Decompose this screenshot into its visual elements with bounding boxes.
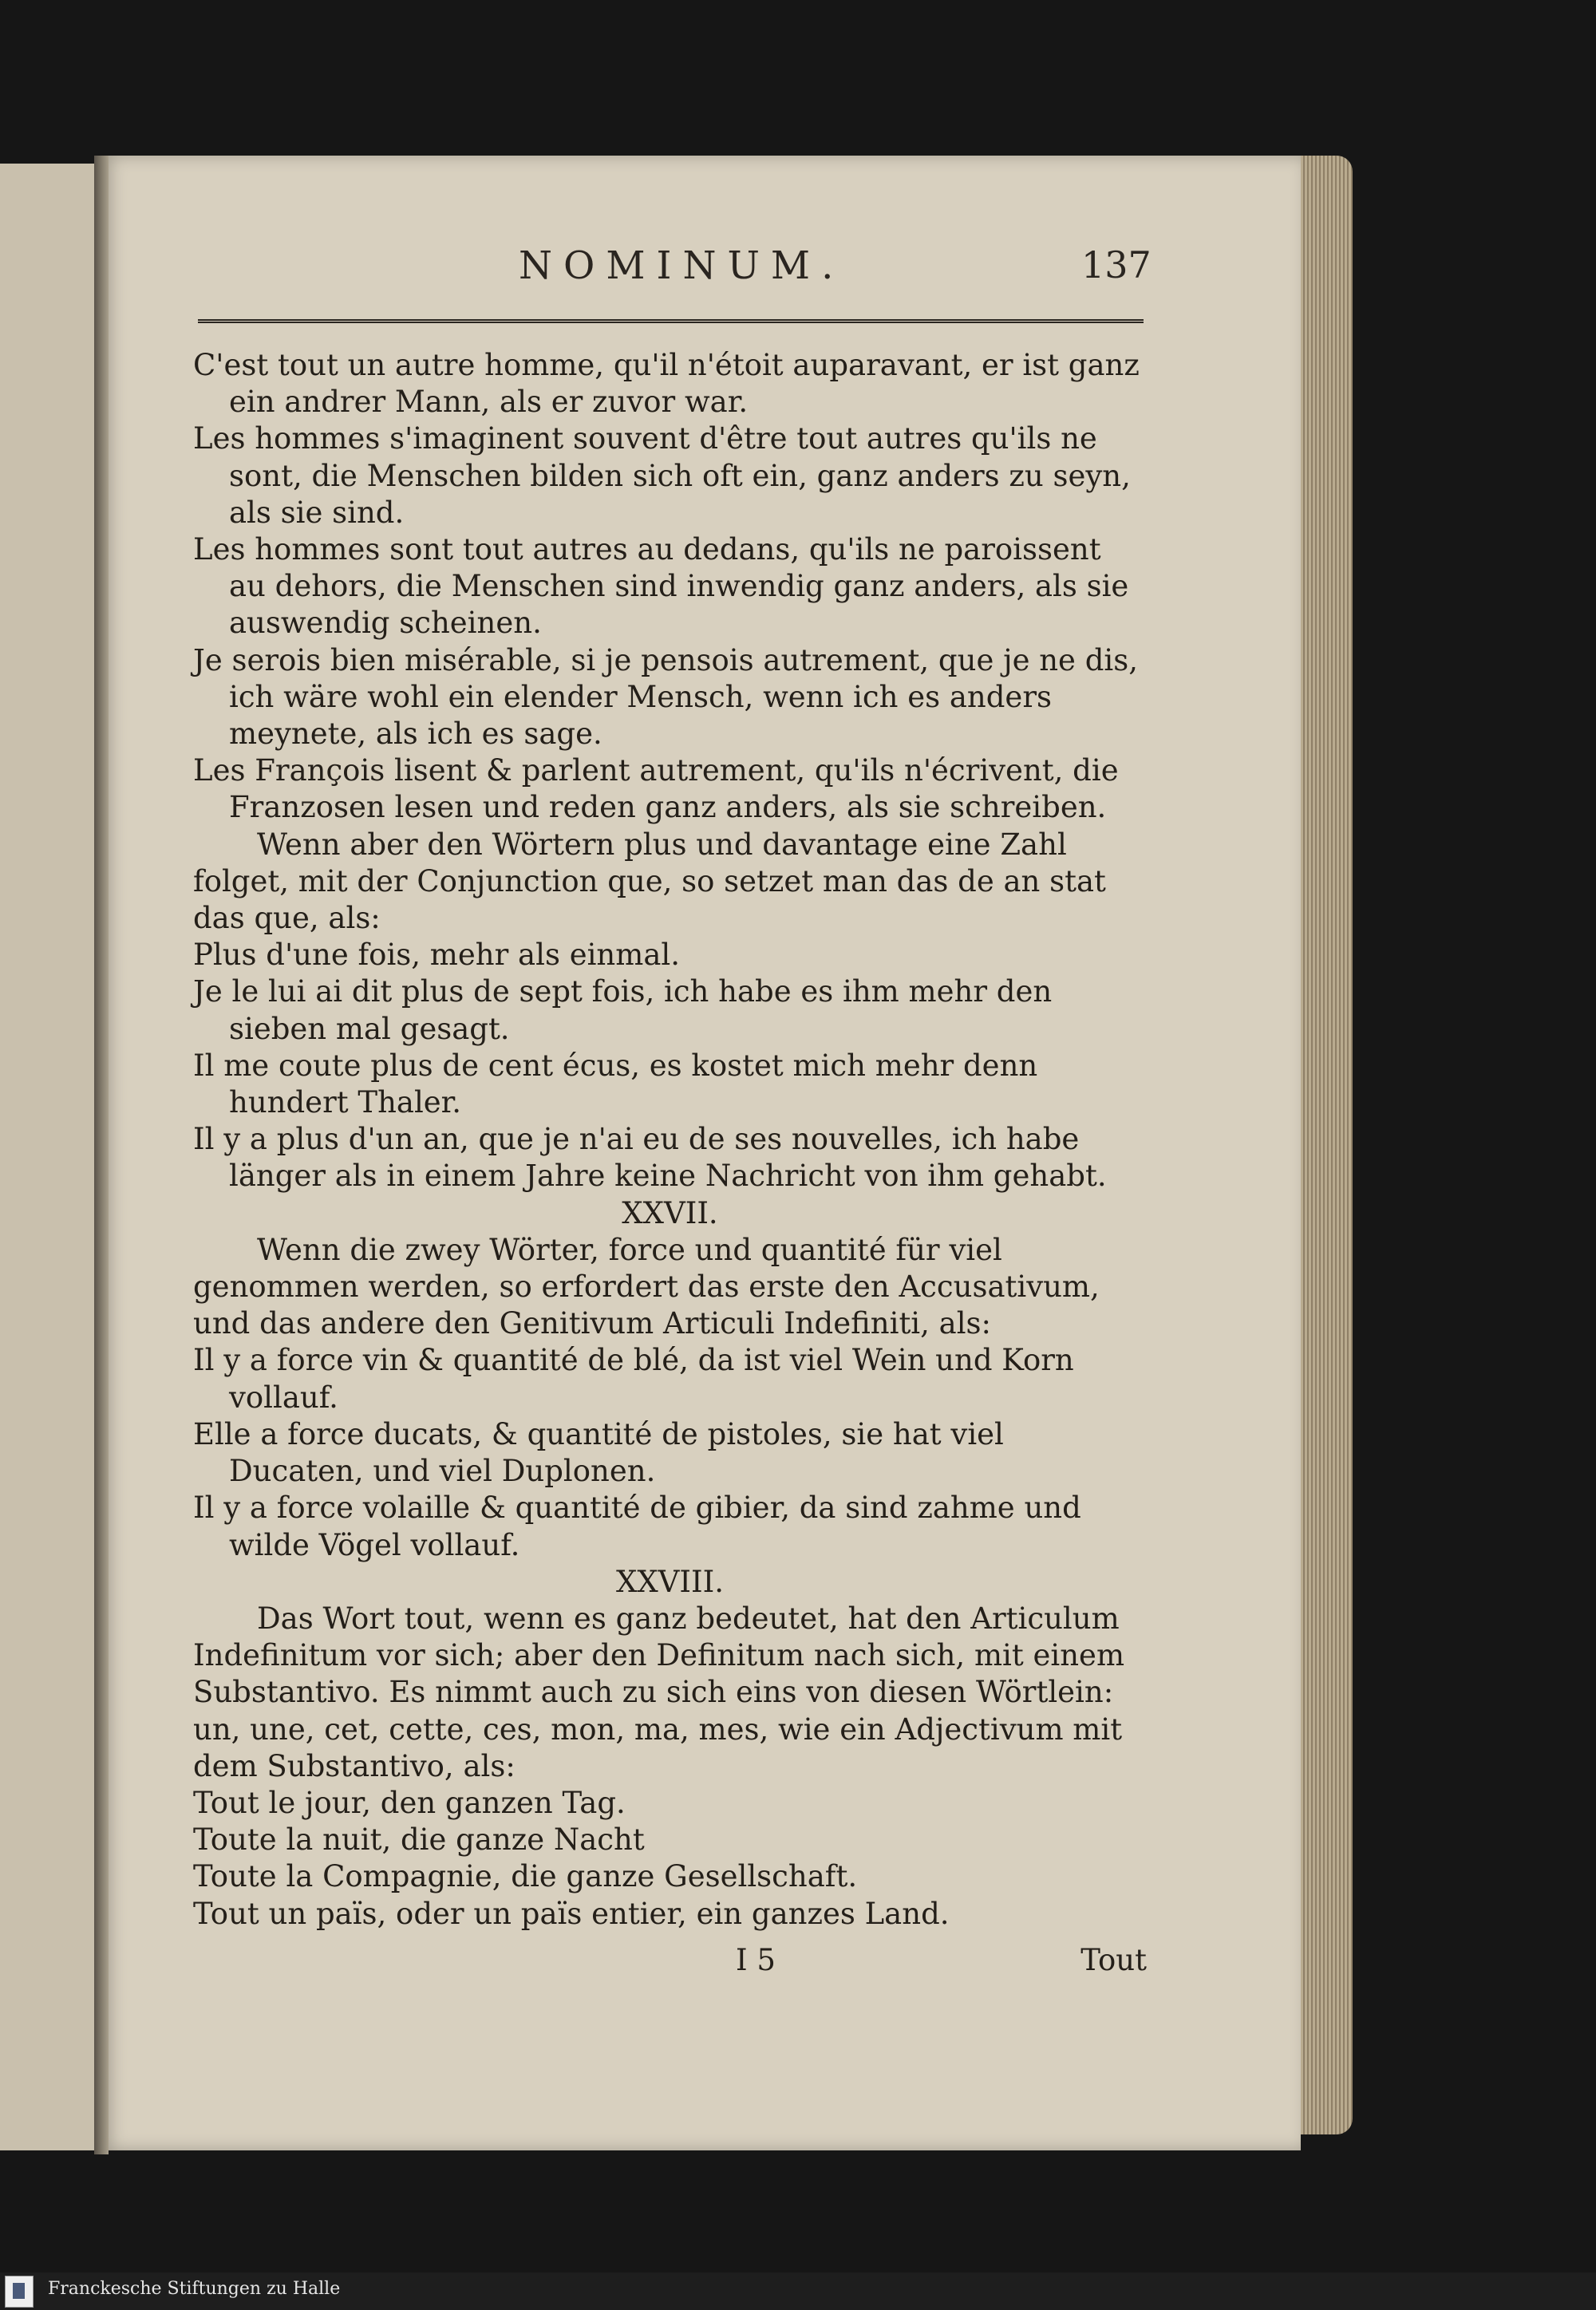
paragraph: Il y a plus d'un an, que je n'ai eu de ses nouvelles, ich habe länger als in einem Jahre keine Nachricht von ihm gehabt. xyxy=(193,1122,1107,1194)
paragraph: Elle a force ducats, & quantité de pistoles, sie hat viel Ducaten, und viel Duplonen. xyxy=(193,1416,1004,1489)
running-title: NOMINUM. xyxy=(519,243,845,288)
paragraph: Toute la Compagnie, die ganze Gesellschaft. xyxy=(193,1859,858,1894)
paragraph: Wenn die zwey Wörter, force und quantité für viel genommen werden, so erfordert das erste den Accusativum, und das andere den Genitivum Articuli Indefiniti, als: xyxy=(193,1232,1100,1341)
page-number: 137 xyxy=(1081,243,1152,286)
book-gutter xyxy=(94,156,109,2154)
running-head xyxy=(104,243,1301,288)
paragraph: Wenn aber den Wörtern plus und davantage eine Zahl folget, mit der Conjunction que, so setzet man das de an stat das que, als: xyxy=(193,827,1106,936)
section-heading: XXVIII. xyxy=(615,1564,724,1599)
paragraph: Plus d'une fois, mehr als einmal. xyxy=(193,938,680,973)
body-text xyxy=(193,347,1147,1979)
paragraph: Il me coute plus de cent écus, es kostet mich mehr denn hundert Thaler. xyxy=(193,1048,1038,1120)
paragraph: Je serois bien misérable, si je pensois autrement, que je ne dis, ich wäre wohl ein elender Mensch, wenn ich es anders meynete, als ich es sage. xyxy=(193,642,1138,752)
paragraph: Toute la nuit, die ganze Nacht xyxy=(193,1822,645,1858)
paragraph: Tout le jour, den ganzen Tag. xyxy=(193,1785,626,1820)
paragraph: Il y a force vin & quantité de blé, da ist viel Wein und Korn vollauf. xyxy=(193,1343,1074,1415)
book-page xyxy=(104,156,1301,2150)
paragraph: Les hommes sont tout autres au dedans, qu'ils ne paroissent au dehors, die Menschen sind inwendig ganz anders, als sie auswendig scheinen. xyxy=(193,532,1129,641)
paragraph: Tout un païs, oder un païs entier, ein ganzes Land. xyxy=(193,1896,950,1931)
paragraph: Il y a force volaille & quantité de gibier, da sind zahme und wilde Vögel vollauf. xyxy=(193,1491,1081,1562)
section-heading: XXVII. xyxy=(622,1195,718,1230)
catchword: Tout xyxy=(1080,1942,1147,1977)
institution-logo-icon[interactable] xyxy=(5,2276,34,2308)
facing-page-edge xyxy=(0,164,100,2150)
page-footer xyxy=(193,1942,1147,1979)
paragraph: C'est tout un autre homme, qu'il n'étoit auparavant, er ist ganz ein andrer Mann, als er zuvor war. xyxy=(193,348,1140,420)
institution-name: Franckesche Stiftungen zu Halle xyxy=(48,2279,341,2299)
signature-mark: I 5 xyxy=(736,1942,776,1977)
paragraph: Les hommes s'imaginent souvent d'être tout autres qu'ils ne sont, die Menschen bilden sich oft ein, ganz anders zu seyn, als sie sind. xyxy=(193,421,1131,530)
viewer-footer xyxy=(0,2272,1596,2310)
header-rule xyxy=(198,319,1144,323)
paragraph: Das Wort tout, wenn es ganz bedeutet, hat den Articulum Indefinitum vor sich; aber den Definitum nach sich, mit einem Substantivo. Es nimmt auch zu sich eins von diesen Wörtlein: un, une, cet, cette, ces, mon, ma, mes, wie ein Adjectivum mit dem Substantivo, als: xyxy=(193,1601,1125,1783)
paragraph: Je le lui ai dit plus de sept fois, ich habe es ihm mehr den sieben mal gesagt. xyxy=(193,974,1053,1046)
paragraph: Les François lisent & parlent autrement, qu'ils n'écrivent, die Franzosen lesen und reden ganz anders, als sie schreiben. xyxy=(193,753,1119,825)
